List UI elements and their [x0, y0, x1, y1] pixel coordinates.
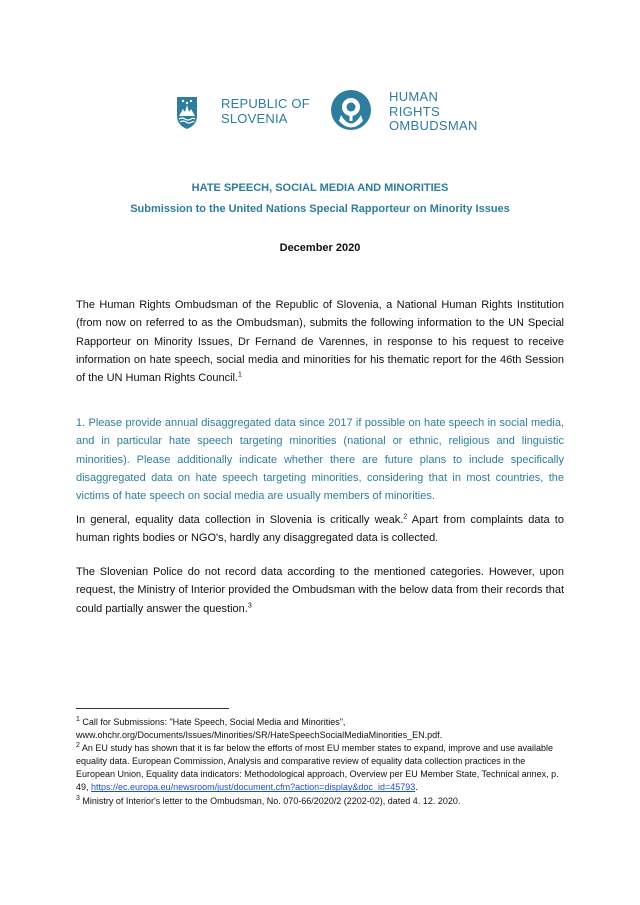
footnotes [76, 716, 564, 808]
paragraph-equality-data: In general, equality data collection in Slovenia is critically weak.$^2$ Apart from complaints data to human rights bodies or NGO's, hardly any disaggregated data is collected. [76, 513, 564, 545]
document-title: HATE SPEECH, SOCIAL MEDIA AND MINORITIES [191, 182, 449, 194]
slovenia-coat-of-arms-icon [176, 96, 198, 130]
slovenia-logo-text: REPUBLIC OF SLOVENIA [221, 96, 310, 126]
paragraph-police-data: The Slovenian Police do not record data according to the mentioned categories. However, upon request, the Ministry of Interior provided the Ombudsman with the below data from their records that could partially answer the question.$^3$ [76, 566, 564, 615]
footnote-2: $^2$ An EU study has shown that it is far below the efforts of most EU member states to expand, improve and use available equality data. European Commission, Analysis and comparative review of equality data collection practices in the European Union, Equality data indicators: Methodological approach, Overview per EU Member State, Technical annex, p. 49, https://ec.europa.eu/newsroom/just/document.cfm?action=display&doc_id=45793. [76, 742, 559, 793]
footnote-ref-3: 3 [247, 601, 252, 609]
footnote-1: $^1$ Call for Submissions: "Hate Speech, Social Media and Minorities", www.ohchr.org/Documents/Issues/Minorities/SR/HateSpeechSocialMediaMinorities_EN.pdf. [76, 716, 443, 741]
document-date: December 2020 [279, 242, 361, 254]
document-subtitle: Submission to the United Nations Special Rapporteur on Minority Issues [130, 203, 510, 215]
question-1: 1. Please provide annual disaggregated data since 2017 if possible on hate speech in social media, and in particular hate speech targeting minorities (national or ethnic, religious and linguistic minorities). Please additionally indicate whether there are future plans to include specifically disaggregated data on hate speech targeting minorities, considering that in most countries, the victims of hate speech on social media are usually members of minorities. [76, 417, 564, 503]
header-logos [0, 88, 640, 138]
footnote-divider [76, 708, 229, 709]
intro-paragraph: The Human Rights Ombudsman of the Republic of Slovenia, a National Human Rights Institution (from now on referred to as the Ombudsman), submits the following information to the UN Special Rapporteur on Minority Issues, Dr Fernand de Varennes, in response to his request to receive information on hate speech, social media and minorities for his thematic report for the 46th Session of the UN Human Rights Council.$^1$ [76, 299, 564, 385]
footnote-2-link[interactable]: https://ec.europa.eu/newsroom/just/document.cfm?action=display&doc_id=45793 [91, 782, 416, 793]
ombudsman-logo-icon [329, 88, 373, 134]
footnote-ref-2: 2 [403, 513, 408, 521]
footnote-3: $^3$ Ministry of Interior's letter to the Ombudsman, No. 070-66/2020/2 (2202-02), dated 4. 12. 2020. [76, 794, 461, 806]
ombudsman-logo-text: HUMAN RIGHTS OMBUDSMAN [389, 89, 478, 133]
footnote-ref-1: 1 [238, 371, 242, 379]
